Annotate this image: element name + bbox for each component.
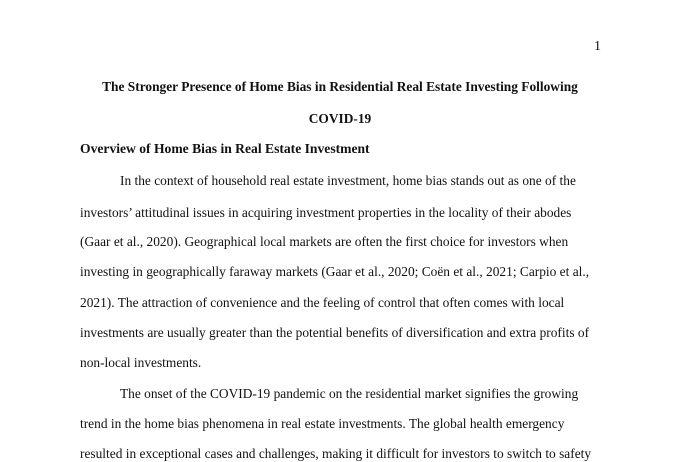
paragraph-2-line: trend in the home bias phenomena in real estate investments. The global health emergency [80,416,565,431]
paragraph-1-line: In the context of household real estate investment, home bias stands out as one of the [120,173,576,188]
paragraph-1-line: non-local investments. [80,355,202,370]
page-number: 1 [594,39,601,54]
section-heading: Overview of Home Bias in Real Estate Investment [80,141,370,156]
paragraph-1-line: (Gaar et al., 2020). Geographical local markets are often the first choice for investors when [80,234,569,249]
paragraph-1-line: 2021). The attraction of convenience and the feeling of control that often comes with local [80,295,565,310]
paragraph-1-line: investing in geographically faraway markets (Gaar et al., 2020; Coën et al., 2021; Carpio et al., [80,264,590,279]
paragraph-2-line: resulted in exceptional cases and challenges, making it difficult for investors to switch to safety [80,446,592,461]
document-title-line-2: COVID-19 [308,111,372,126]
document-title-line-1: The Stronger Presence of Home Bias in Residential Real Estate Investing Following [102,79,578,94]
paragraph-2-line: The onset of the COVID-19 pandemic on the residential market signifies the growing [120,386,579,401]
paragraph-1-line: investors’ attitudinal issues in acquiring investment properties in the locality of their abodes [80,205,572,220]
paragraph-1-line: investments are usually greater than the potential benefits of diversification and extra profits of [80,325,590,340]
